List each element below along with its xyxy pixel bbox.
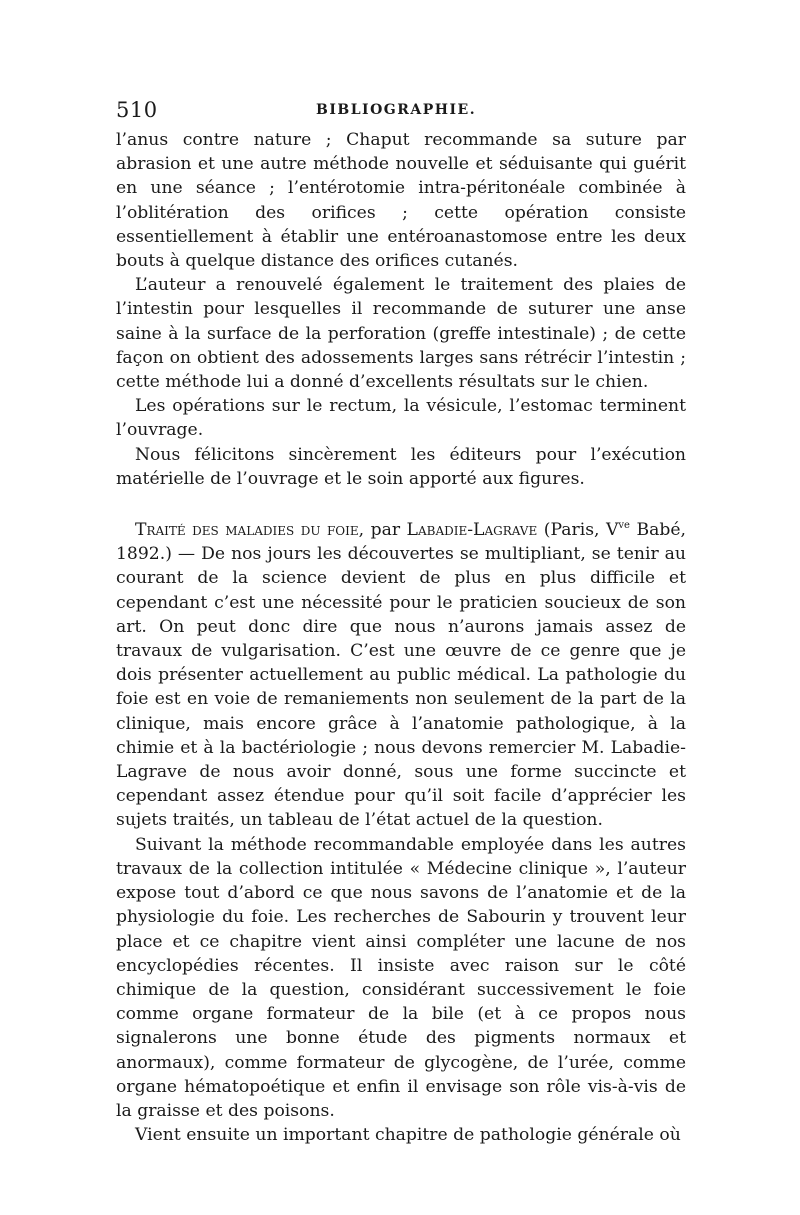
publisher-close: Babé, 1892.) — (116, 520, 687, 565)
review-paragraph: Suivant la méthode recommandable employée dans les autres travaux de la collection intitulée « Médecine clinique », l’auteur expose tout d’abord ce que nous savons de l’anatomie et de la physiologie du foie. Les recherches de Sabourin y trouvent leur place et ce chapitre vient ainsi compléter une lacune de nos encyclopédies récentes. Il insiste avec raison sur le côté chimique de la question, considérant successivement le foie comme organe formateur de la bile (et à ce propos nous signalerons une bonne étude des pigments normaux et anormaux), comme formateur de glycogène, de l’urée, comme organe hématopoétique et enfin il envisage son rôle vis-à-vis de la graisse et des poisons. (116, 834, 686, 1121)
review-body: De nos jours les découvertes se multipliant, se tenir au courant de la science devient de plus en plus difficile et cependant c’est une nécessité pour le praticien soucieux de son art. On peut donc dire que nous n’aurons jamais assez de travaux de vulgarisation. C’est une œuvre de ce genre que je dois présenter actuellement au public médical. La pathologie du foie est en voie de remaniements non seulement de la part de la clinique, mais encore grâce à l’anatomie pathologique, à la chimie et à la bactériologie ; nous devons remercier M. Labadie-Lagrave de nous avoir donné, sous une forme succincte et cependant assez étendue pour qu’il soit facile d’apprécier les sujets traités, un tableau de l’état actuel de la question. (116, 544, 686, 831)
body-text (116, 128, 686, 1147)
running-header (116, 98, 686, 124)
review-paragraph (116, 518, 686, 833)
review-paragraph: Vient ensuite un important chapitre de pathologie générale où (135, 1125, 681, 1146)
running-title: BIBLIOGRAPHIE. (316, 102, 477, 118)
book-title: Traité des maladies du foie (135, 520, 359, 541)
page-number: 510 (116, 98, 158, 122)
publisher-open: (Paris, V (537, 520, 619, 541)
publisher-superscript: ve (618, 520, 630, 532)
by-word: , par (358, 520, 407, 541)
paragraph: l’anus contre nature ; Chaput recommande sa suture par abrasion et une autre méthode nouvelle et séduisante qui guérit en une séance ; l’entérotomie intra-péritonéale combinée à l’oblitération des orifices ; cette opération consiste essentiellement à établir une entéroanastomose entre les deux bouts à quelque distance des orifices cutanés. (116, 130, 686, 272)
section-spacer (116, 491, 686, 518)
paragraph: Nous félicitons sincèrement les éditeurs pour l’exécution matérielle de l’ouvrage et le soin apporté aux figures. (116, 444, 686, 489)
book-review (116, 518, 686, 1147)
paragraph: Les opérations sur le rectum, la vésicule, l’estomac terminent l’ouvrage. (116, 396, 686, 441)
book-author: Labadie-Lagrave (406, 520, 538, 541)
paragraph: L’auteur a renouvelé également le traitement des plaies de l’intestin pour lesquelles il recommande de suturer une anse saine à la surface de la perforation (greffe intestinale) ; de cette façon on obtient des adossements larges sans rétrécir l’intestin ; cette méthode lui a donné d’excellents résultats sur le chien. (116, 275, 686, 393)
